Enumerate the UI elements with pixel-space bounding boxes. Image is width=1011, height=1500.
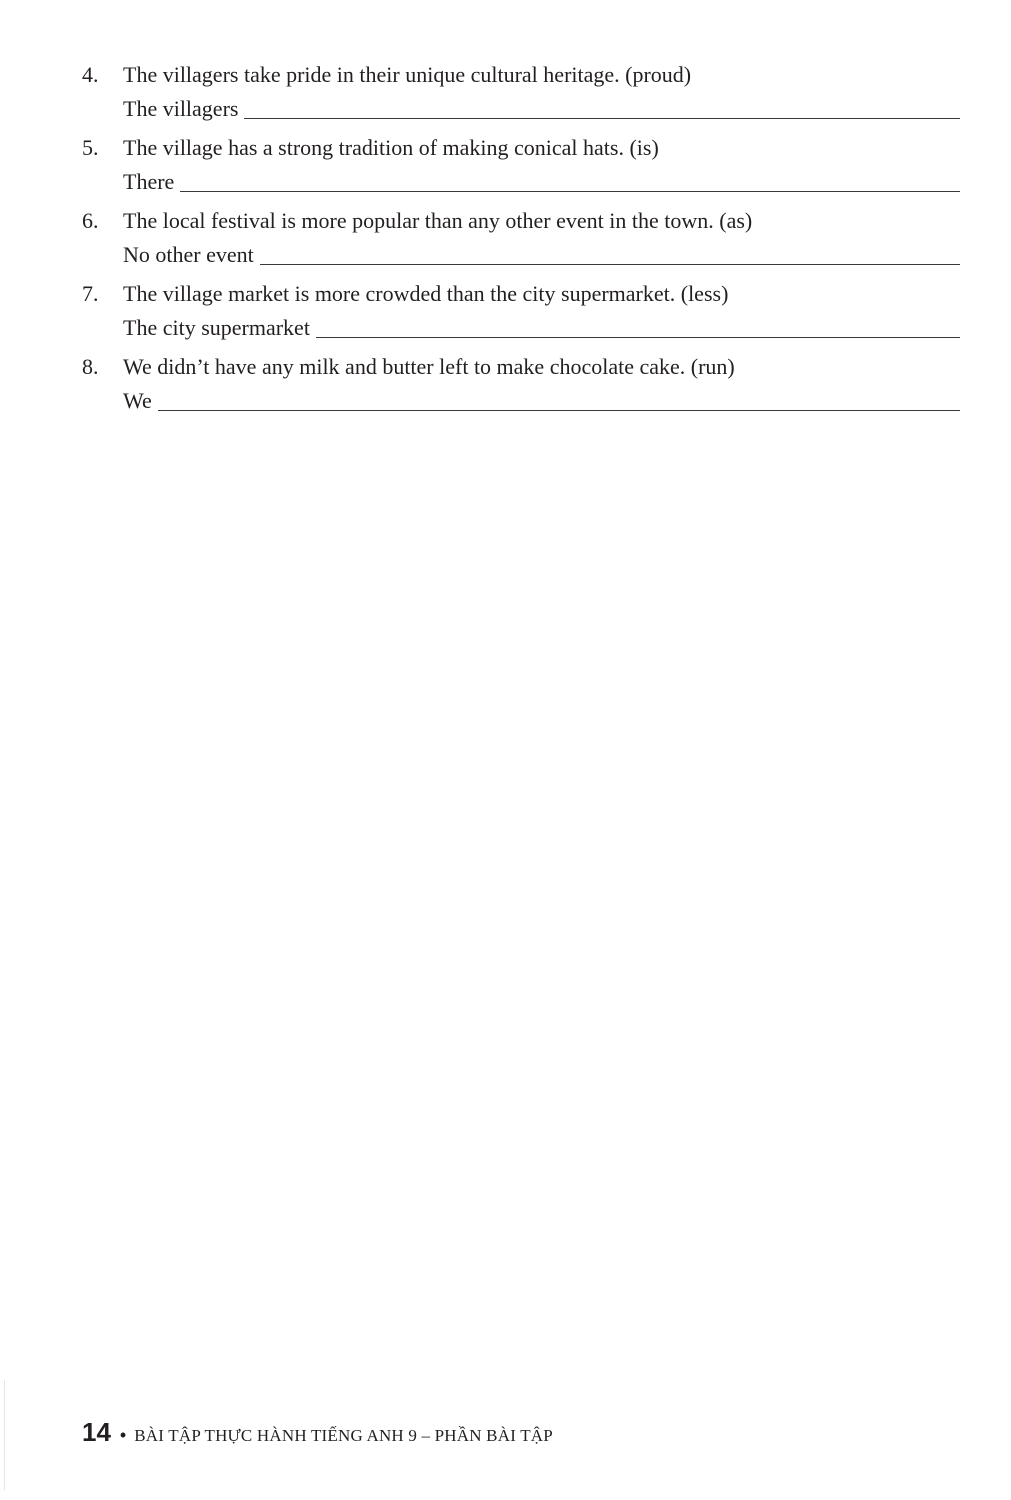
item-prompt: The village market is more crowded than the city supermarket. (less) — [123, 281, 729, 306]
item-prompt: The village has a strong tradition of making conical hats. (is) — [123, 135, 659, 160]
answer-line[interactable] — [123, 240, 960, 270]
answer-start: The villagers — [123, 96, 239, 121]
answer-start: No other event — [123, 242, 254, 267]
item-prompt: We didn’t have any milk and butter left to make chocolate cake. (run) — [123, 354, 735, 379]
item-number: 8. — [82, 354, 99, 379]
answer-blank[interactable] — [180, 190, 960, 192]
answer-start: There — [123, 169, 175, 194]
page-number: 14 — [82, 1417, 111, 1447]
footer-bullet: • — [119, 1425, 127, 1445]
book-title: BÀI TẬP THỰC HÀNH TIẾNG ANH 9 – PHẦN BÀI TẬP — [134, 1426, 553, 1445]
answer-line[interactable] — [123, 386, 960, 416]
answer-blank[interactable] — [316, 336, 960, 338]
item-prompt: The local festival is more popular than any other event in the town. (as) — [123, 208, 753, 233]
answer-blank[interactable] — [158, 409, 960, 411]
exercise-item-4 — [82, 58, 960, 131]
item-prompt: The villagers take pride in their unique cultural heritage. (proud) — [123, 62, 692, 87]
answer-blank[interactable] — [244, 117, 960, 119]
answer-start: We — [123, 388, 152, 413]
answer-line[interactable] — [123, 94, 960, 124]
answer-line[interactable] — [123, 167, 960, 197]
item-number: 7. — [82, 281, 99, 306]
exercise-item-7 — [82, 277, 960, 350]
exercise-item-8 — [82, 350, 960, 423]
exercise-item-5 — [82, 131, 960, 204]
answer-blank[interactable] — [260, 263, 960, 265]
item-number: 5. — [82, 135, 99, 160]
answer-start: The city supermarket — [123, 315, 310, 340]
page-footer — [82, 1417, 553, 1448]
item-number: 6. — [82, 208, 99, 233]
exercise-item-6 — [82, 204, 960, 277]
answer-line[interactable] — [123, 313, 960, 343]
exercise-list — [82, 58, 960, 423]
item-number: 4. — [82, 62, 99, 87]
scan-edge-mark — [4, 1380, 5, 1490]
